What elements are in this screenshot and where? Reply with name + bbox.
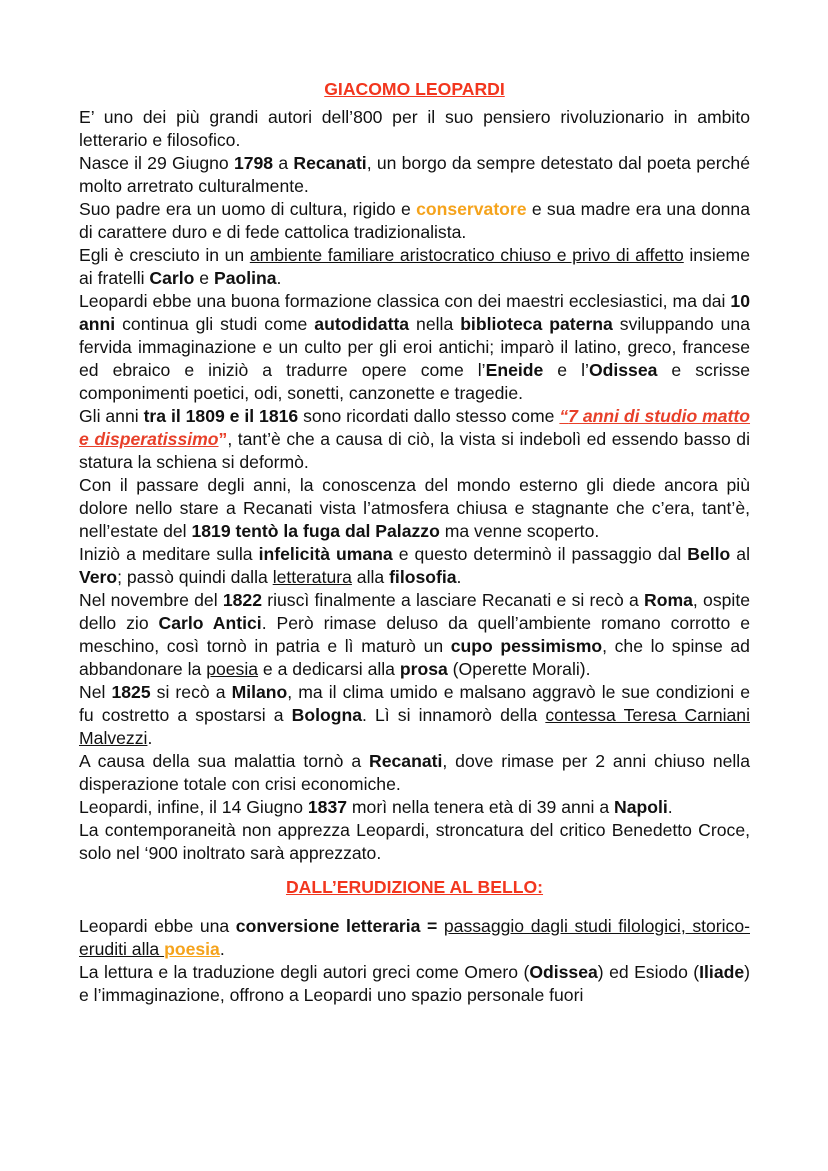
paragraph-death: Leopardi, infine, il 14 Giugno 1837 morì nella tenera età di 39 anni a Napoli.: [79, 797, 673, 817]
paragraph-infelicita: Iniziò a meditare sulla infelicità umana e questo determinò il passaggio dal Bello al Vero; passò quindi dalla letteratura alla filosofia.: [79, 544, 751, 587]
paragraph-birth: Nasce il 29 Giugno 1798 a Recanati, un borgo da sempre detestato dal poeta perché molto arretrato culturalmente.: [79, 153, 750, 196]
document-page: [79, 78, 750, 1007]
page-title: GIACOMO LEOPARDI: [324, 79, 505, 99]
paragraph-family: Egli è cresciuto in un ambiente familiare aristocratico chiuso e privo di affetto insieme ai fratelli Carlo e Paolina.: [79, 245, 750, 288]
paragraph-parents: Suo padre era un uomo di cultura, rigido e conservatore e sua madre era una donna di carattere duro e di fede cattolica tradizionalista.: [79, 199, 750, 242]
paragraph-rome: Nel novembre del 1822 riuscì finalmente a lasciare Recanati e si recò a Roma, ospite dello zio Carlo Antici. Però rimase deluso da quell’ambiente romano corrotto e meschino, così tornò in patria e lì maturò un cupo pessimismo, che lo spinse ad abbandonare la poesia e a dedicarsi alla prosa (Operette Morali).: [79, 590, 751, 679]
paragraph-reception: La contemporaneità non apprezza Leopardi, stroncatura del critico Benedetto Croce, solo nel ‘900 inoltrato sarà apprezzato.: [79, 820, 750, 863]
paragraph-conversion: Leopardi ebbe una conversione letteraria = passaggio dagli studi filologici, storico-eruditi alla poesia.: [79, 916, 750, 959]
paragraph-study-years: Gli anni tra il 1809 e il 1816 sono ricordati dallo stesso come “7 anni di studio matto e disperatissimo”, tant’è che a causa di ciò, la vista si indebolì ed essendo basso di statura la schiena si deformò.: [79, 406, 751, 472]
quote-studio-matto: “7 anni di studio matto e disperatissimo: [79, 406, 751, 449]
paragraph-milan: Nel 1825 si recò a Milano, ma il clima umido e malsano aggravò le sue condizioni e fu costretto a spostarsi a Bologna. Lì si innamorò della contessa Teresa Carniani Malvezzi.: [79, 682, 750, 748]
paragraph-greek-authors: La lettura e la traduzione degli autori greci come Omero (Odissea) ed Esiodo (Iliade) e l’immaginazione, offrono a Leopardi uno spazio personale fuori: [79, 962, 750, 1005]
section-heading: DALL’ERUDIZIONE AL BELLO:: [285, 877, 544, 897]
paragraph-intro: E’ uno dei più grandi autori dell’800 per il suo pensiero rivoluzionario in ambito letterario e filosofico.: [79, 107, 750, 150]
paragraph-education: Leopardi ebbe una buona formazione classica con dei maestri ecclesiastici, ma dai 10 anni continua gli studi come autodidatta nella biblioteca paterna sviluppando una fervida immaginazione e un culto per gli eroi antichi; imparò il latino, greco, francese ed ebraico e iniziò a tradurre opere come l’Eneide e l’Odissea e scrisse componimenti poetici, odi, sonetti, canzonette e tragedie.: [79, 291, 751, 403]
paragraph-return: A causa della sua malattia tornò a Recanati, dove rimase per 2 anni chiuso nella disperazione totale con crisi economiche.: [79, 751, 750, 794]
paragraph-escape: Con il passare degli anni, la conoscenza del mondo esterno gli diede ancora più dolore nello stare a Recanati vista l’atmosfera chiusa e stagnante che c’era, tant’è, nell’estate del 1819 tentò la fuga dal Palazzo ma venne scoperto.: [79, 475, 750, 541]
